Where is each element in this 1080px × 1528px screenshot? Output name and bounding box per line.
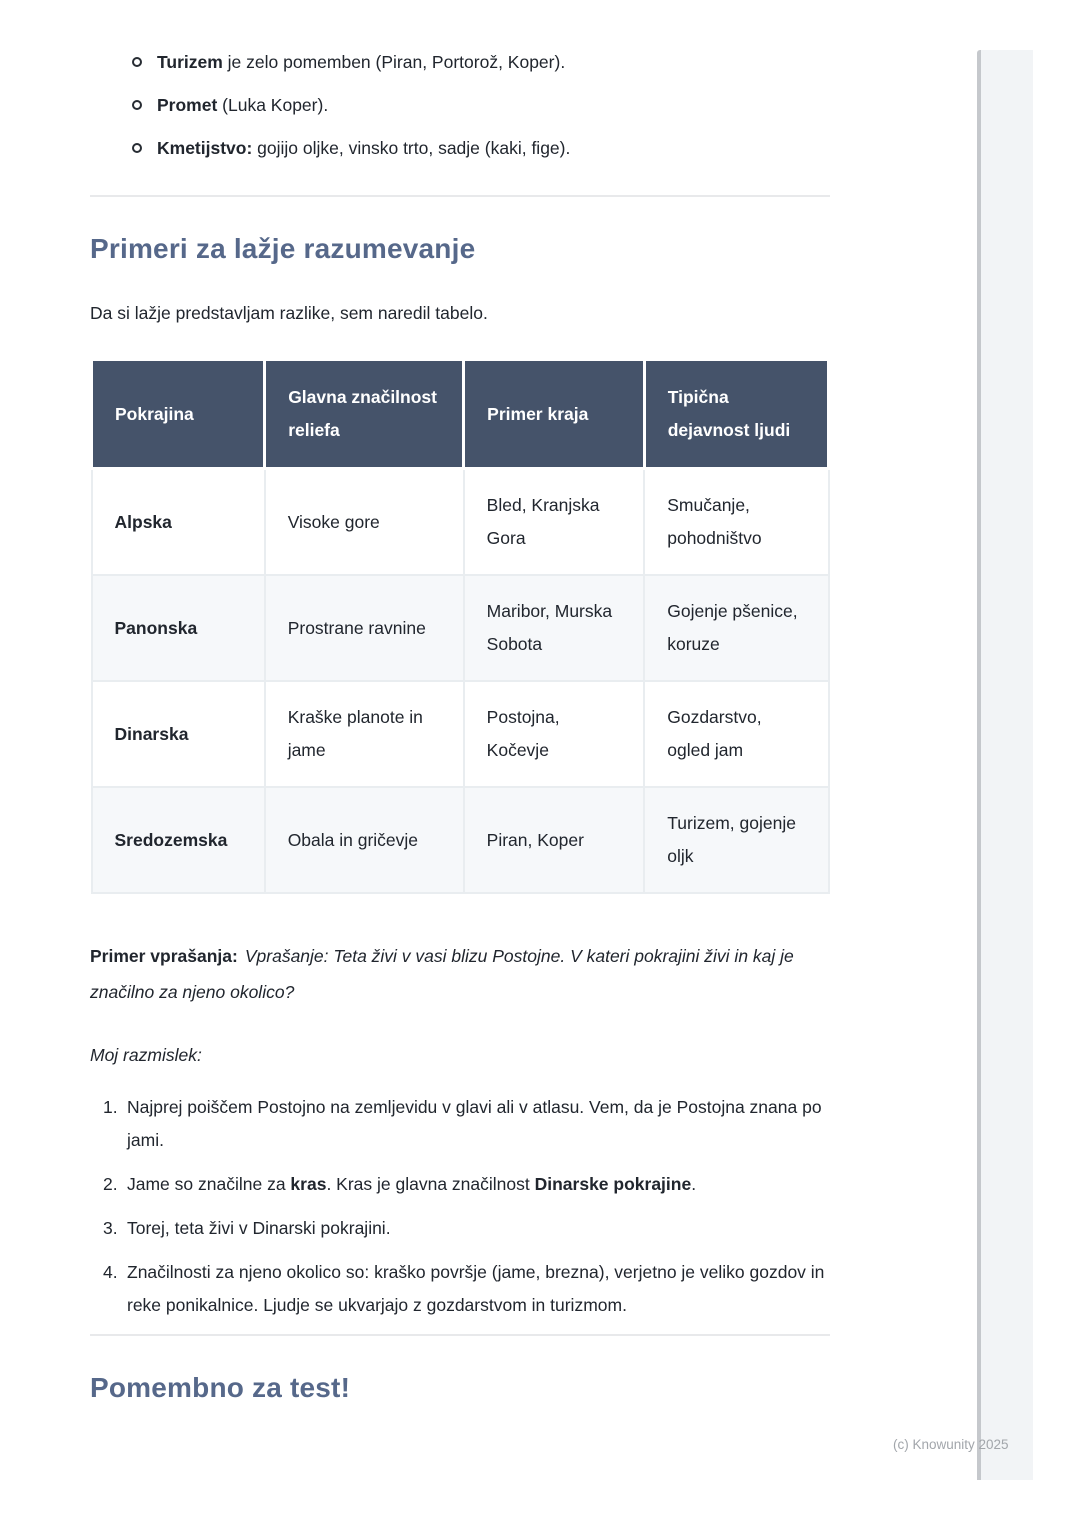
bullet-text: gojijo oljke, vinsko trto, sadje (kaki, fige). (252, 138, 571, 158)
table-header-cell: Pokrajina (92, 360, 265, 469)
step-text: Najprej poiščem Postojno na zemljevidu v glavi ali v atlasu. Vem, da je Postojna znana po jami. (127, 1097, 822, 1150)
bullet-text: (Luka Koper). (217, 95, 329, 115)
table-row (92, 787, 829, 893)
step-item (90, 1212, 830, 1245)
bullet-term: Turizem (157, 52, 223, 72)
document-page (90, 0, 830, 1403)
bullet-circle-icon (132, 57, 142, 67)
table-cell: Postojna, Kočevje (464, 681, 645, 787)
table-header-row (92, 360, 829, 469)
bullet-list (90, 46, 830, 165)
step-text: Torej, teta živi v Dinarski pokrajini. (127, 1218, 391, 1238)
table-cell: Turizem, gojenje oljk (644, 787, 828, 893)
table-header-cell: Tipična dejavnost ljudi (644, 360, 828, 469)
bullet-item (90, 132, 830, 165)
table-cell: Gojenje pšenice, koruze (644, 575, 828, 681)
table-cell: Prostrane ravnine (265, 575, 464, 681)
step-number: 1. (103, 1097, 118, 1117)
example-question-text: Vprašanje: Teta živi v vasi blizu Postojne. V kateri pokrajini živi in kaj je značilno za njeno okolico? (90, 946, 794, 1002)
next-page-edge[interactable] (977, 50, 1033, 1480)
step-item (90, 1091, 830, 1157)
bullet-term: Kmetijstvo: (157, 138, 253, 158)
bullet-circle-icon (132, 143, 142, 153)
step-text: Dinarske pokrajine (534, 1174, 692, 1194)
reasoning-steps-list (90, 1091, 830, 1322)
table-cell: Bled, Kranjska Gora (464, 469, 645, 576)
step-number: 2. (103, 1174, 118, 1194)
table-cell: Maribor, Murska Sobota (464, 575, 645, 681)
table-cell-region: Panonska (92, 575, 265, 681)
step-item (90, 1168, 830, 1201)
step-text: . (691, 1174, 697, 1194)
section-title-examples: Primeri za lažje razumevanje (90, 233, 476, 264)
section-title-test: Pomembno za test! (90, 1372, 351, 1403)
section-divider-bottom (90, 1334, 830, 1336)
step-number: 3. (103, 1218, 118, 1238)
thought-label: Moj razmislek: (90, 1045, 202, 1065)
step-number: 4. (103, 1262, 118, 1282)
table-cell: Smučanje, pohodništvo (644, 469, 828, 576)
example-question-label: Primer vprašanja: (90, 946, 238, 966)
step-text: . Kras je glavna značilnost (326, 1174, 535, 1194)
table-cell-region: Alpska (92, 469, 265, 576)
section-intro: Da si lažje predstavljam razlike, sem naredil tabelo. (90, 303, 488, 323)
table-row (92, 681, 829, 787)
bullet-circle-icon (132, 100, 142, 110)
step-text: Značilnosti za njeno okolico so: kraško površje (jame, brezna), verjetno je veliko gozdov in reke ponikalnice. Ljudje se ukvarjajo z gozdarstvom in turizmom. (127, 1262, 825, 1315)
table-row (92, 575, 829, 681)
regions-table (90, 358, 830, 894)
table-cell-region: Sredozemska (92, 787, 265, 893)
table-header-cell: Glavna značilnost reliefa (265, 360, 464, 469)
example-question-paragraph (90, 938, 830, 1010)
step-item (90, 1256, 830, 1322)
table-cell: Gozdarstvo, ogled jam (644, 681, 828, 787)
section-divider (90, 195, 830, 197)
table-cell: Visoke gore (265, 469, 464, 576)
bullet-term: Promet (157, 95, 218, 115)
copyright-watermark: (c) Knowunity 2025 (893, 1437, 1009, 1452)
table-header-cell: Primer kraja (464, 360, 645, 469)
bullet-text: je zelo pomemben (Piran, Portorož, Koper). (222, 52, 566, 72)
table-cell: Piran, Koper (464, 787, 645, 893)
table-cell: Obala in gričevje (265, 787, 464, 893)
table-cell-region: Dinarska (92, 681, 265, 787)
step-text: Jame so značilne za (127, 1174, 291, 1194)
bullet-item (90, 46, 830, 79)
table-row (92, 469, 829, 576)
bullet-item (90, 89, 830, 122)
step-text: kras (290, 1174, 327, 1194)
table-cell: Kraške planote in jame (265, 681, 464, 787)
